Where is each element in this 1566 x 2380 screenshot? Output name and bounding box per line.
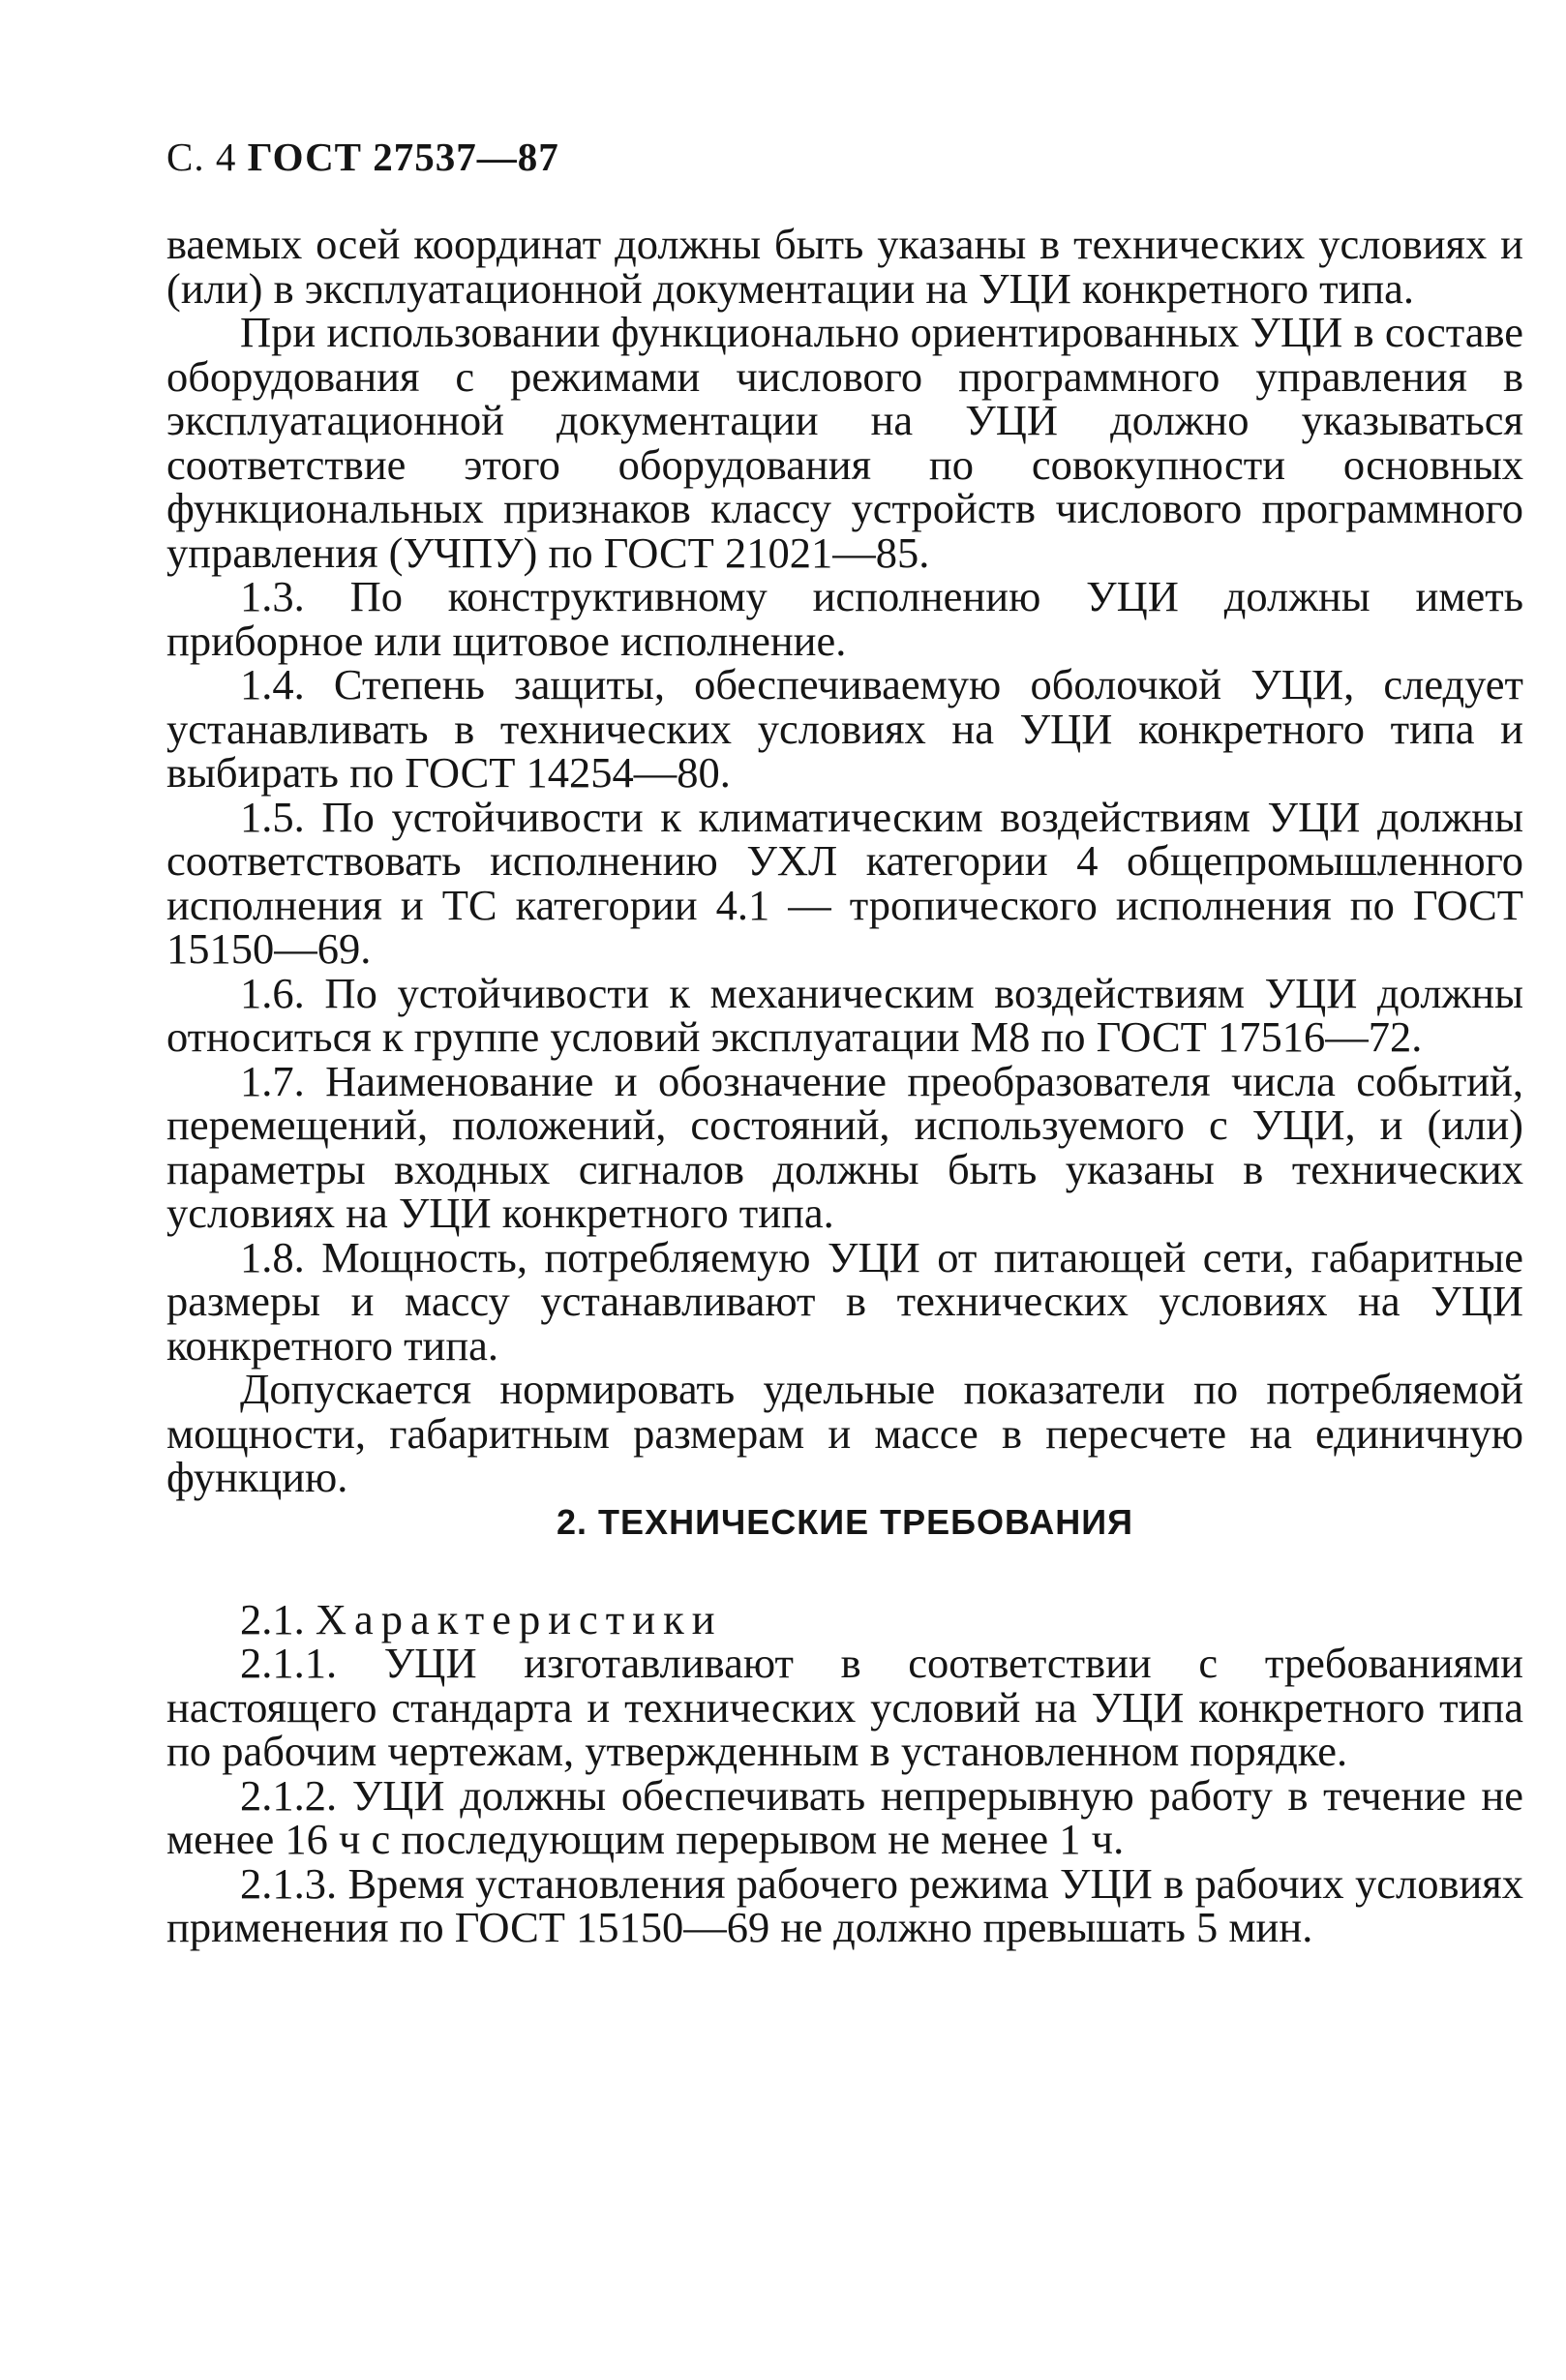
clause-2-1-1: 2.1.1. УЦИ изготавливают в соответствии с требованиями настоящего стандарта и технических условий на УЦИ конкретного типа по рабочим чертежам, утвержденным в установленном порядке. <box>166 1639 1523 1775</box>
clause-1-6: 1.6. По устойчивости к механическим воздействиям УЦИ должны относиться к группе условий эксплуатации М8 по ГОСТ 17516—72. <box>166 968 1523 1061</box>
clause-1-8: 1.8. Мощность, потребляемую УЦИ от питающей сети, габаритные размеры и массу устанавливают в технических условиях на УЦИ конкретного типа. <box>166 1232 1523 1370</box>
subsection-title: Характеристики <box>315 1594 723 1643</box>
section-title: 2. ТЕХНИЧЕСКИЕ ТРЕБОВАНИЯ <box>557 1501 1133 1542</box>
paragraph-continuation: ваемых осей координат должны быть указаны в технических условиях и (или) в эксплуатационной документации на УЦИ конкретного типа. <box>166 220 1523 313</box>
clause-1-7: 1.7. Наименование и обозначение преобразователя числа событий, перемещений, положений, состояний, используемого с УЦИ, и (или) параметры входных сигналов должны быть указаны в технических условиях на УЦИ конкретного типа. <box>166 1056 1523 1237</box>
clause-1-4: 1.4. Степень защиты, обеспечиваемую оболочкой УЦИ, следует устанавливать в технических условиях на УЦИ конкретного типа и выбирать по ГОСТ 14254—80. <box>166 660 1523 797</box>
document-body <box>166 220 1523 1951</box>
page-number: С. 4 <box>166 135 237 179</box>
paragraph-specific-indicators: Допускается нормировать удельные показатели по потребляемой мощности, габаритным размерам и массе в пересчете на единичную функцию. <box>166 1365 1523 1501</box>
subsection-number: 2.1. <box>240 1594 305 1643</box>
standard-number: ГОСТ 27537—87 <box>247 135 559 179</box>
clause-2-1-3: 2.1.3. Время установления рабочего режима УЦИ в рабочих условиях применения по ГОСТ 15150—69 не должно превышать 5 мин. <box>166 1858 1523 1951</box>
clause-1-3: 1.3. По конструктивному исполнению УЦИ должны иметь приборное или щитовое исполнение. <box>166 572 1523 665</box>
clause-2-1-2: 2.1.2. УЦИ должны обеспечивать непрерывную работу в течение не менее 16 ч с последующим перерывом не менее 1 ч. <box>166 1770 1523 1863</box>
page-header <box>166 134 559 180</box>
clause-1-5: 1.5. По устойчивости к климатическим воздействиям УЦИ должны соответствовать исполнению УХЛ категории 4 общепромышленного исполнения и ТС категории 4.1 — тропического исполнения по ГОСТ 15150—69. <box>166 792 1523 973</box>
paragraph-functional-uci: При использовании функционально ориентированных УЦИ в составе оборудования с режимами числового программного управления в эксплуатационной документации на УЦИ должно указываться соответствие этого оборудования по совокупности основных функциональных признаков классу устройств числового программного управления (УЧПУ) по ГОСТ 21021—85. <box>166 308 1523 577</box>
subsection-heading <box>166 1594 1523 1643</box>
